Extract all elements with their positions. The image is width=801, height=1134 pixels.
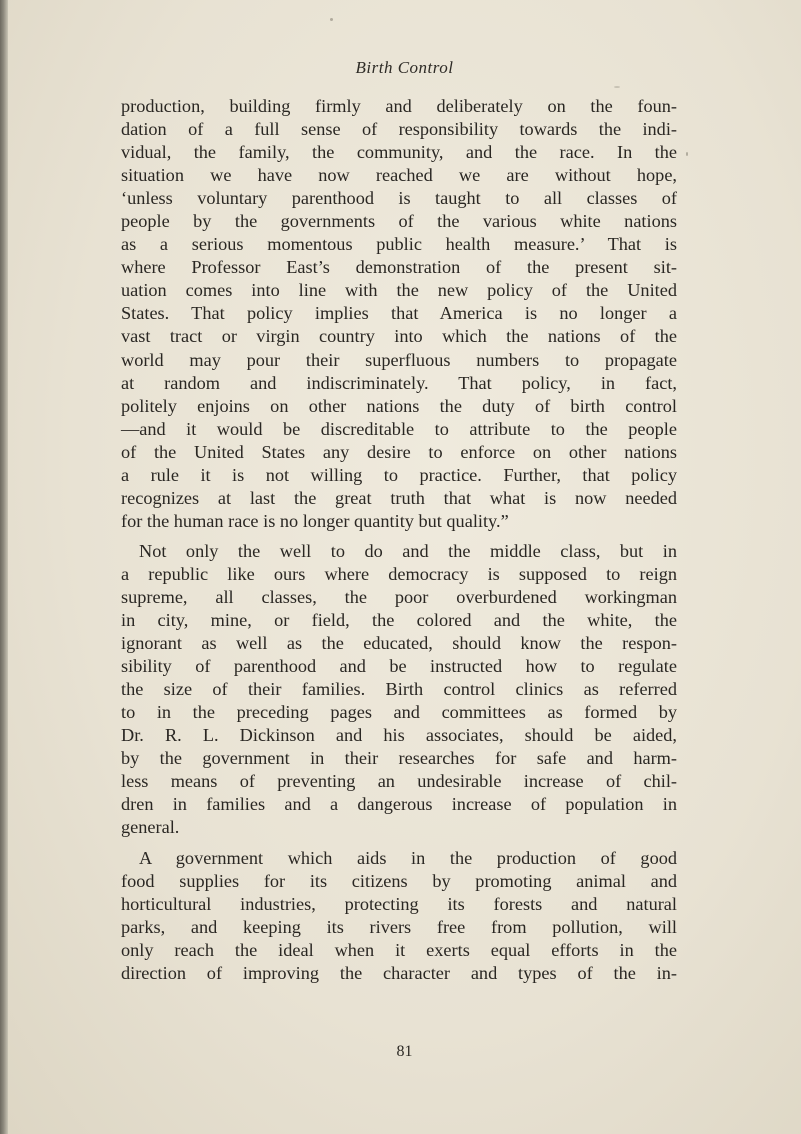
text-line: vidual, the family, the community, and the race. In the xyxy=(121,142,677,163)
paper-speck xyxy=(614,86,620,88)
text-line: less means of preventing an undesirable increase of chil- xyxy=(121,771,677,792)
text-line: at random and indiscriminately. That policy, in fact, xyxy=(121,372,677,393)
book-binding-edge xyxy=(0,0,8,1134)
text-line: of the United States any desire to enforce on other nations xyxy=(121,441,677,462)
text-line: Not only the well to do and the middle class, but in xyxy=(139,540,677,561)
page-number: 81 xyxy=(396,1043,413,1060)
text-line: world may pour their superfluous numbers to propagate xyxy=(121,349,677,370)
text-line: dation of a full sense of responsibility towards the indi- xyxy=(121,119,677,140)
text-line: the size of their families. Birth control clinics as referred xyxy=(121,679,677,700)
text-line: people by the governments of the various white nations xyxy=(121,211,677,232)
text-line: recognizes at last the great truth that what is now needed xyxy=(121,487,677,508)
text-line: States. That policy implies that America is no longer a xyxy=(121,303,677,324)
paper-speck xyxy=(686,152,688,156)
paragraph xyxy=(121,95,677,533)
text-line: Dr. R. L. Dickinson and his associates, should be aided, xyxy=(121,725,677,746)
text-line: general. xyxy=(121,817,180,838)
text-line: A government which aids in the production of good xyxy=(139,847,677,868)
body-text xyxy=(121,95,677,985)
text-line: supreme, all classes, the poor overburdened workingman xyxy=(121,586,677,607)
text-line: horticultural industries, protecting its forests and natural xyxy=(121,893,677,914)
text-line: vast tract or virgin country into which the nations of the xyxy=(121,326,677,347)
paragraph xyxy=(121,847,677,985)
running-head: Birth Control xyxy=(355,58,454,77)
text-line: where Professor East’s demonstration of the present sit- xyxy=(121,257,677,278)
text-line: only reach the ideal when it exerts equal efforts in the xyxy=(121,939,677,960)
text-line: a rule it is not willing to practice. Further, that policy xyxy=(121,464,677,485)
paragraph xyxy=(121,540,677,840)
text-line: food supplies for its citizens by promoting animal and xyxy=(121,870,677,891)
text-line: for the human race is no longer quantity but quality.” xyxy=(121,510,509,531)
text-line: in city, mine, or field, the colored and the white, the xyxy=(121,610,677,631)
text-line: to in the preceding pages and committees as formed by xyxy=(121,702,677,723)
text-line: parks, and keeping its rivers free from pollution, will xyxy=(121,916,677,937)
text-line: by the government in their researches for safe and harm- xyxy=(121,748,677,769)
text-line: uation comes into line with the new policy of the United xyxy=(121,280,677,301)
text-line: —and it would be discreditable to attribute to the people xyxy=(121,418,677,439)
text-line: as a serious momentous public health measure.’ That is xyxy=(121,234,677,255)
book-page xyxy=(8,0,801,1134)
paper-speck xyxy=(330,18,333,21)
text-line: situation we have now reached we are without hope, xyxy=(121,165,677,186)
text-line: sibility of parenthood and be instructed how to regulate xyxy=(121,656,677,677)
text-line: production, building firmly and deliberately on the foun- xyxy=(121,96,677,116)
text-line: ignorant as well as the educated, should know the respon- xyxy=(121,633,677,654)
text-line: ‘unless voluntary parenthood is taught to all classes of xyxy=(121,188,677,209)
text-line: politely enjoins on other nations the duty of birth control xyxy=(121,395,677,416)
text-line: dren in families and a dangerous increase of population in xyxy=(121,794,677,815)
text-line: direction of improving the character and types of the in- xyxy=(121,962,677,983)
text-line: a republic like ours where democracy is supposed to reign xyxy=(121,563,677,584)
